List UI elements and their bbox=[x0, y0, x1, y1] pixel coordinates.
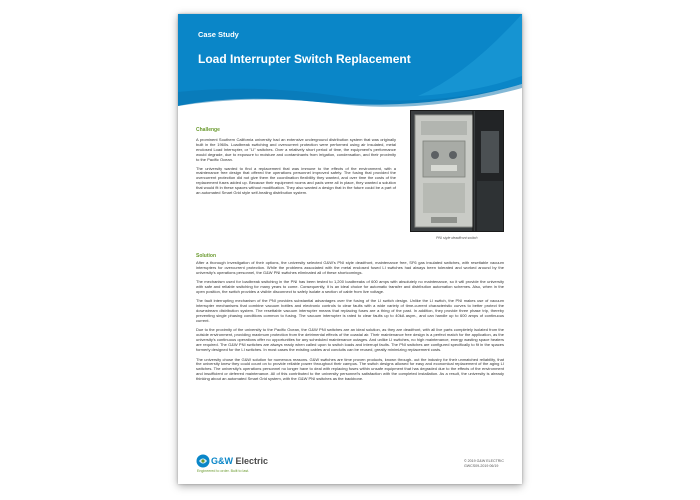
gw-logo-icon bbox=[196, 454, 210, 468]
photo-caption: PNI style deadfront switch bbox=[436, 236, 478, 240]
page-title: Load Interrupter Switch Replacement bbox=[198, 52, 411, 66]
challenge-paragraph: A prominent Southern California university had an extensive underground distribution system that was originally built in the 1960s. Loadbreak switching and overcurrent protection were performed using air insulated, metal enclosed Load Interrupter, or "LI" switches. Over a relatively short period of time, the equipment's performance would degrade, due to exposure to moisture and contaminants from irrigation, condensation, and their proximity to the Pacific Ocean. bbox=[196, 137, 396, 162]
case-study-page bbox=[178, 14, 522, 484]
solution-paragraph: The fault interrupting mechanism of the PNI provides substantial advantages over the fusing of the LI switch design. Unlike the LI switch, the PNI makes use of vacuum interrupter mechanisms that combine vacuum bottles and electronic controls to clear faults with a wide variety of time-current characteristic curves to better protect the downstream distribution system. The resettable vacuum interrupter means that replacing fuses are a thing of the past. In addition, they provide three phase trip, thereby preventing single phasing conditions common to fusing. The vacuum interrupter is rated to clear faults up to 40kA asym., and can handle up to 600 amps of continuous current. bbox=[196, 298, 504, 324]
challenge-section bbox=[196, 138, 396, 200]
switch-photo-illustration bbox=[411, 111, 504, 232]
switch-photo bbox=[410, 110, 504, 232]
solution-paragraph: The university chose the G&W solution for numerous reasons. G&W switches are time proven products, known through- out the industry for their unmatched reliability, that the university knew they could count on to provide reliable power throughout their campus. The switch designs allowed for easy and economical replacement of the aging LI switches. The university's operations personnel no longer have to deal with replacing fuses within unsafe equipment that has degraded due to the effects of the environment and insufficient or deferred maintenance. All of this contributed to the university personnel's satisfaction with the completed installation. As a result, the university is already thinking about an automated Smart Grid system, with the G&W PNI switches as the backbone. bbox=[196, 356, 504, 382]
solution-section bbox=[196, 261, 504, 387]
solution-paragraph: The mechanism used for loadbreak switching in the PNI has been tested to 1,200 loadbreaks of 600 amps with absolutely no maintenance, so it will provide the university with safe and reliable switching for many years to come. Consequently, it is an ideal choice for automatic transfer and distribution automation schemes. Also, when in the open position, the switch provides a visible disconnect to safely isolate a section of cable from live voltage. bbox=[196, 279, 504, 295]
logo-suffix: Electric bbox=[235, 456, 269, 466]
document-kicker: Case Study bbox=[198, 30, 239, 39]
company-logo bbox=[211, 456, 268, 466]
logo-brand: G&W bbox=[211, 456, 233, 466]
copyright-block bbox=[464, 459, 504, 468]
solution-heading: Solution bbox=[196, 253, 216, 259]
solution-paragraph: After a thorough investigation of their options, the university selected G&W's PNI style deadfront, maintenance free, SF6 gas insulated switches, with resettable vacuum interrupters for overcurrent protection. While the problems associated with the metal enclosed fused LI switches had always been tolerated and worked around by the university's operations personnel, the G&W PNI switches eliminated all of these shortcomings. bbox=[196, 260, 504, 275]
solution-paragraph: Due to the proximity of the university to the Pacific Ocean, the G&W PNI switches are an ideal solution, as they are deadfront, with all live parts completely isolated from the outside environment, providing maximum protection from the detrimental effects of the coastal air. Their maintenance free design is a perfect match for the application, as the university's continuous operations offer no opportunities for any scheduled maintenance outages. And unlike LI switches, no high maintenance, energy wasting space heaters are required. The G&W PNI switches are always ready when called upon to switch loads and interrupt faults. The PNI switches are configured specifically to fit in the spaces formerly designed for the LI switches. In most cases the existing cables and conduits can be reused, greatly minimizing replacement costs. bbox=[196, 327, 504, 353]
company-tagline: Engineered to order. Built to last. bbox=[197, 469, 250, 473]
challenge-paragraph: The university wanted to find a replacement that was immune to the effects of the environment, with a maintenance free design that offered the operations personnel improved safety. The fusing that provided the overcurrent protection did not give them the coordination flexibility they wanted, and over time the costs of the replacement fuses added up. Because their equipment rooms and pads were all in place, they wanted a solution that would fit in these spaces without modification. They also wanted a design that in the future could be a part of an automated Smart Grid style self-healing distribution system. bbox=[196, 165, 396, 196]
copyright-text: © 2019 G&W ELECTRIC bbox=[464, 459, 504, 463]
header-banner bbox=[178, 14, 522, 109]
document-code: GWCS09-2019 06/19 bbox=[464, 463, 499, 468]
page-footer bbox=[196, 454, 504, 476]
challenge-heading: Challenge bbox=[196, 127, 220, 133]
